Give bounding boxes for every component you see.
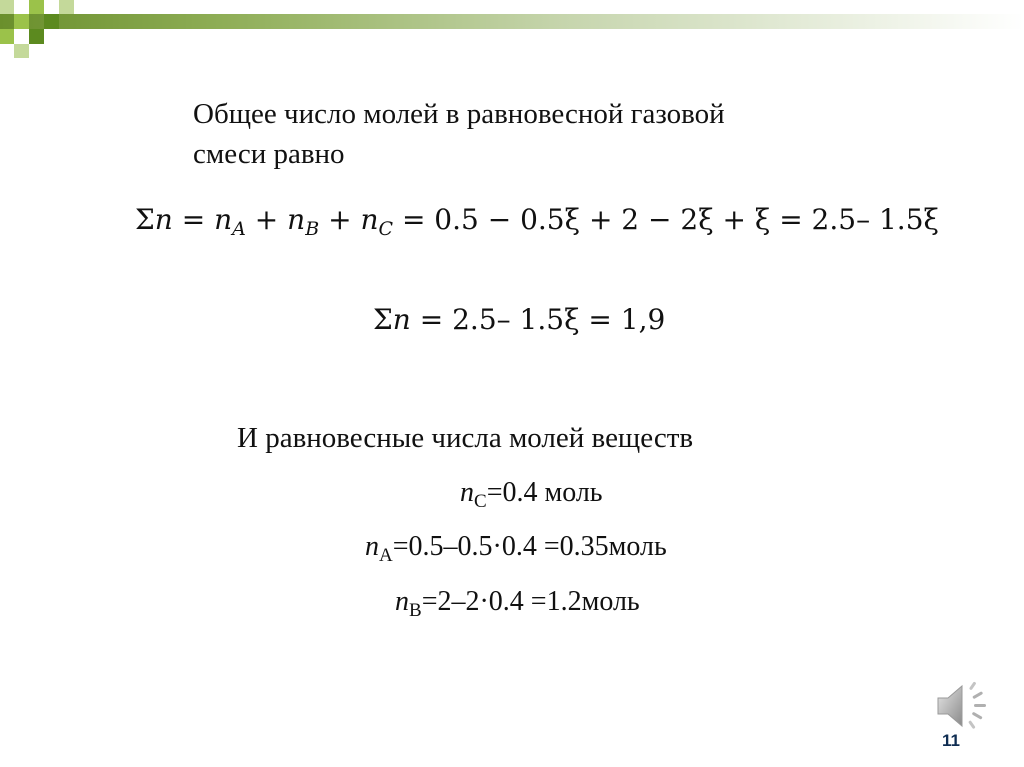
subscript-b: B <box>305 218 320 240</box>
intro-line-2: смеси равно <box>193 138 345 170</box>
n-symbol: n <box>392 303 411 336</box>
subscript-b: B <box>409 600 422 621</box>
pixel-square <box>59 0 74 14</box>
subscript-a: A <box>379 545 393 566</box>
n-symbol: n <box>154 203 173 236</box>
header-gradient-bar <box>0 14 1024 29</box>
equation-rhs: = 0.5 − 0.5ξ + 2 − 2ξ + ξ = 2.5– 1.5ξ <box>401 203 939 236</box>
sigma-symbol: Σ <box>135 203 155 236</box>
equilibrium-heading: И равновесные числа молей веществ <box>237 422 694 454</box>
speaker-icon[interactable] <box>934 680 998 732</box>
pixel-square <box>14 44 29 58</box>
total-moles-equation: $\Sigma n = n_A + n_B + n_C = 0.5 - 0.5\xi + 2 - 2\xi + \xi = 2.5-$ 1.5ξ <box>135 203 939 240</box>
n-symbol: n <box>214 203 233 236</box>
intro-text <box>193 94 725 174</box>
total-moles-value-equation <box>373 303 665 336</box>
moles-b-expression: =2–2·0.4 =1.2моль <box>421 586 640 617</box>
moles-c-expression: =0.4 моль <box>486 477 603 508</box>
subscript-c: C <box>378 218 394 240</box>
slide-number: 11 <box>942 731 960 750</box>
moles-a-line <box>365 531 667 567</box>
pixel-square <box>29 0 44 14</box>
moles-c-line <box>460 477 603 513</box>
n-symbol: n <box>360 203 379 236</box>
intro-line-1: Общее число молей в равновесной газовой <box>193 98 725 130</box>
pixel-square <box>0 0 14 14</box>
equation-2-rhs: = 2.5– 1.5ξ = 1,9 <box>419 303 666 336</box>
n-symbol: n <box>365 531 379 562</box>
pixel-square <box>29 29 44 44</box>
moles-a-expression: =0.5–0.5·0.4 =0.35моль <box>392 531 667 562</box>
sigma-symbol: Σ <box>373 303 393 336</box>
pixel-square <box>14 14 29 29</box>
n-symbol: n <box>460 477 474 508</box>
n-symbol: n <box>395 586 409 617</box>
pixel-square <box>0 29 14 44</box>
n-symbol: n <box>287 203 306 236</box>
moles-b-line <box>395 586 640 622</box>
subscript-c: C <box>474 491 487 512</box>
subscript-a: A <box>232 218 246 240</box>
pixel-square <box>44 14 59 29</box>
